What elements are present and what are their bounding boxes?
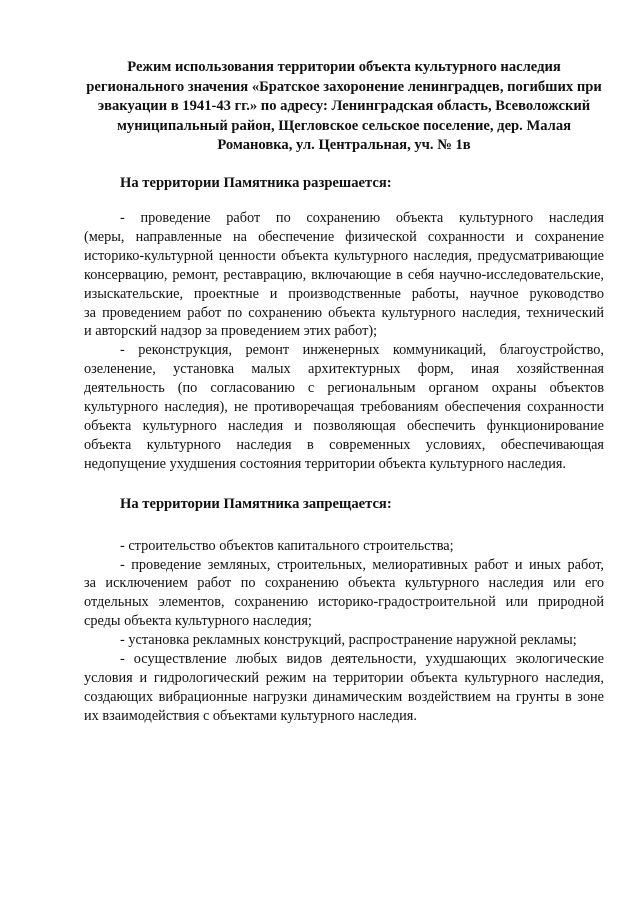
text-line: деятельность (по согласованию с региональным органом охраны объектов xyxy=(84,380,604,397)
text-line: - осуществление любых видов деятельности, ухудшающих экологические xyxy=(120,651,604,668)
text-line: среды объекта культурного наследия; xyxy=(84,613,312,630)
text-line: объекта культурного наследия и позволяющая обеспечить функционирование xyxy=(84,417,604,434)
text-line: их взаимодействия с объектами культурного наследия. xyxy=(84,707,417,724)
text-line: - проведение земляных, строительных, мелиоративных работ и иных работ, xyxy=(120,556,604,573)
text-line: - реконструкция, ремонт инженерных коммуникаций, благоустройство, xyxy=(120,342,604,359)
text-line: - проведение работ по сохранению объекта культурного наследия xyxy=(120,209,604,226)
text-line: создающих вибрационные нагрузки динамическим воздействием на грунты в зоне xyxy=(84,688,604,705)
title-line: регионального значения «Братское захоронение ленинградцев, погибших при xyxy=(86,78,602,95)
title-line: муниципальный район, Щегловское сельское поселение, дер. Малая xyxy=(116,117,572,134)
text-line: за исключением работ по сохранению объекта культурного наследия или его xyxy=(84,575,604,592)
text-line: и авторский надзор за проведением этих работ); xyxy=(84,323,378,340)
title-line: Режим использования территории объекта культурного наследия xyxy=(127,59,561,75)
text-line: - строительство объектов капитального строительства; xyxy=(120,537,454,554)
text-line: историко-культурной ценности объекта культурного наследия, предусматривающие xyxy=(84,247,604,264)
allowed-item-reconstruction xyxy=(84,341,604,473)
document-page xyxy=(84,58,604,726)
text-line: за проведением работ по сохранению объекта культурного наследия, технический xyxy=(84,304,604,321)
text-line: объекта культурного наследия в современных условиях, обеспечивающая xyxy=(84,436,604,453)
forbidden-item-advertising xyxy=(84,631,604,650)
text-line: (меры, направленные на обеспечение физической сохранности и сохранение xyxy=(84,228,604,245)
text-line: недопущение ухудшения состояния территории объекта культурного наследия. xyxy=(84,455,566,472)
text-line: изыскательские, проектные и производственные работы, научное руководство xyxy=(84,285,604,302)
forbidden-item-earthworks xyxy=(84,556,604,632)
document-title xyxy=(84,58,604,156)
text-line: культурного наследия), не противоречащая требованиям обеспечения сохранности xyxy=(84,399,604,416)
allowed-item-conservation xyxy=(84,209,604,341)
text-line: озеленение, установка малых архитектурных форм, иная хозяйственная xyxy=(84,361,604,378)
forbidden-item-construction xyxy=(84,537,604,556)
allowed-list xyxy=(84,209,604,474)
title-line: Романовка, ул. Центральная, уч. № 1в xyxy=(217,137,471,154)
text-line: консервацию, ремонт, реставрацию, включающие в себя научно-исследовательские, xyxy=(84,266,604,283)
text-line: - установка рекламных конструкций, распространение наружной рекламы; xyxy=(120,632,577,649)
forbidden-section-heading: На территории Памятника запрещается: xyxy=(120,495,392,512)
allowed-section-heading: На территории Памятника разрешается: xyxy=(120,174,392,191)
text-line: условия и гидрологический режим на территории объекта культурного наследия, xyxy=(84,670,604,686)
forbidden-list xyxy=(84,537,604,726)
text-line: отдельных элементов, сохранению историко-градостроительной или природной xyxy=(84,594,604,611)
title-line: эвакуации в 1941-43 гг.» по адресу: Ленинградская область, Всеволожский xyxy=(97,98,591,115)
forbidden-item-harmful-activity xyxy=(84,650,604,726)
